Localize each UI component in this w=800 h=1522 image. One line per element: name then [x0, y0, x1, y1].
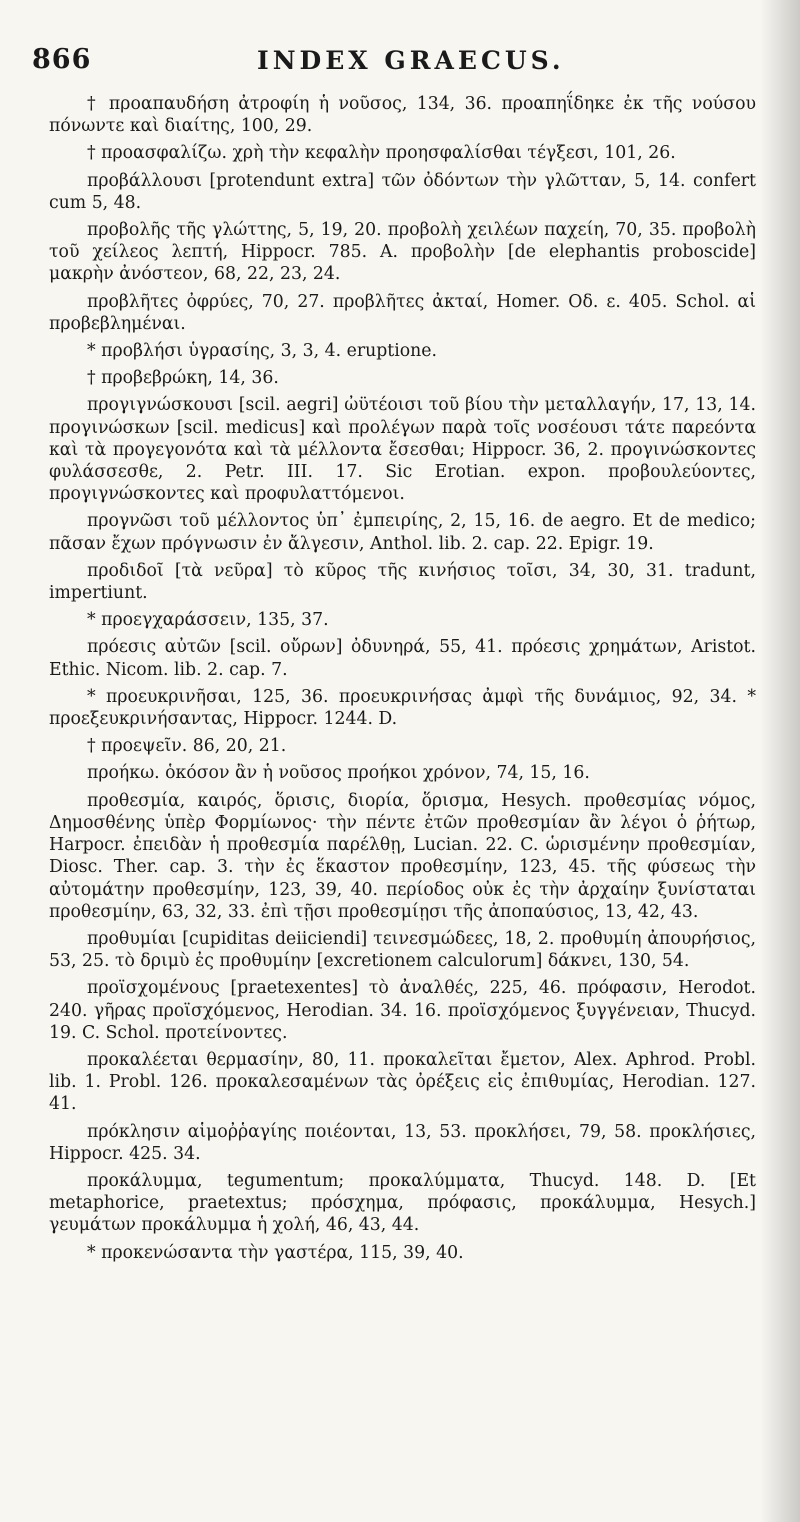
index-entry: † προαπαυδήση ἀτροφίη ἡ νοῦσος, 134, 36. προαπηΐδηκε ἐκ τῆς νούσου πόνωντε καὶ διαίτης, 100, 29.: [49, 94, 756, 137]
index-entry: * προκενώσαντα τὴν γαστέρα, 115, 39, 40.: [87, 1242, 464, 1263]
page-number: 866: [32, 44, 92, 75]
index-entry: προϊσχομένους [praetexentes] τὸ ἀναλθές, 225, 46. πρόφασιν, Herodot. 240. γῆρας προϊσχόμενος, Herodian. 34. 16. προϊσχόμενος ξυγγένειαν, Thucyd. 19. C. Schol. προτείνοντες.: [49, 978, 756, 1043]
index-entry: † προεψεῖν. 86, 20, 21.: [87, 736, 287, 757]
index-entry: προκάλυμμα, tegumentum; προκαλύμματα, Thucyd. 148. D. [Et metaphorice, praetextus; πρόσχημα, πρόφασις, προκάλυμμα, Hesych.] γευμάτων προκάλυμμα ἡ χολή, 46, 43, 44.: [49, 1170, 756, 1236]
index-entry: * προεγχαράσσειν, 135, 37.: [87, 610, 329, 631]
index-entry: † προασφαλίζω. χρὴ τὴν κεφαλὴν προησφαλίσθαι τέγξεσι, 101, 26.: [87, 143, 676, 164]
index-entry: προβάλλουσι [protendunt extra] τῶν ὀδόντων τὴν γλῶτταν, 5, 14. confert cum 5, 48.: [49, 170, 756, 213]
index-entry: προήκω. ὁκόσον ἂν ἡ νοῦσος προήκοι χρόνον, 74, 15, 16.: [87, 763, 590, 784]
index-entry: πρόεσις αὐτῶν [scil. οὔρων] ὀδυνηρά, 55, 41. πρόεσις χρημάτων, Aristot. Ethic. Nicom. lib. 2. cap. 7.: [49, 637, 756, 680]
index-entry: * προβλήσι ὑγρασίης, 3, 3, 4. eruptione.: [87, 341, 438, 362]
index-entry: προθεσμία, καιρός, ὅρισις, διορία, ὅρισμα, Hesych. προθεσμίας νόμος, Δημοσθένης ὑπὲρ Φορμίωνος· τὴν πέντε ἐτῶν προθεσμίαν ἂν λέγοι ὁ ῥήτωρ, Harpocr. ἐπειδὰν ἡ προθεσμία παρέλθῃ, Lucian. 22. C. ὡρισμένην προθεσμίαν, Diosc. Ther. cap. 3. τὴν ἐς ἕκαστον προθεσμίην, 123, 45. τῆς φύσεως τὴν αὐτομάτην προθεσμίην, 123, 39, 40. περίοδος οὐκ ἐς τὴν ἀρχαίην ξυνίσταται προθεσμίην, 63, 32, 33. ἐπὶ τῇσι προθεσμίῃσι τῆς ἀποπαύσιος, 13, 42, 43.: [49, 790, 756, 922]
index-entry: προβλῆτες ὀφρύες, 70, 27. προβλῆτες ἀκταί, Homer. Οδ. ε. 405. Schol. αἱ προβεβλημέναι.: [49, 291, 756, 334]
index-entry: † προβεβρώκη, 14, 36.: [87, 368, 279, 389]
index-entry: προγιγνώσκουσι [scil. aegri] ὠϋτέοισι τοῦ βίου τὴν μεταλλαγήν, 17, 13, 14. προγινώσκων [scil. medicus] καὶ προλέγων παρὰ τοῖς νοσέουσι τάτε παρεόντα καὶ τὰ προγεγονότα καὶ τὰ μέλλοντα ἔσεσθαι; Hippocr. 36, 2. προγινώσκοντες φυλάσσεσθε, 2. Petr. III. 17. Sic Erotian. expon. προβουλεύοντες, προγιγνώσκοντες καὶ προφυλαττόμενοι.: [49, 395, 756, 505]
running-title: INDEX GRAECUS.: [257, 46, 565, 75]
index-entry: προβολῆς τῆς γλώττης, 5, 19, 20. προβολὴ χειλέων παχείη, 70, 35. προβολὴ τοῦ χείλεος λεπτή, Hippocr. 785. A. προβολὴν [de elephantis proboscide] μακρὴν ἀνόστεον, 68, 22, 23, 24.: [49, 220, 756, 285]
index-entry: προθυμίαι [cupiditas deiiciendi] τεινεσμώδεες, 18, 2. προθυμίη ἀπουρήσιος, 53, 25. τὸ δριμὺ ἐς προθυμίην [excretionem calculorum] δάκνει, 130, 54.: [49, 928, 756, 972]
page-header: [32, 44, 760, 84]
index-entry: * προευκρινῆσαι, 125, 36. προευκρινήσας ἀμφὶ τῆς δυνάμιος, 92, 34. * προεξευκρινήσαντας, Hippocr. 1244. D.: [49, 686, 756, 730]
index-entry: προδιδοῖ [τὰ νεῦρα] τὸ κῦρος τῆς κινήσιος τοῖσι, 34, 30, 31. tradunt, impertiunt.: [49, 560, 756, 604]
index-entry: προκαλέεται θερμασίην, 80, 11. προκαλεῖται ἔμετον, Alex. Aphrod. Probl. lib. 1. Probl. 126. προκαλεσαμένων τὰς ὀρέξεις εἰς ἐπιθυμίας, Herodian. 127. 41.: [49, 1049, 756, 1115]
index-entry: πρόκλησιν αἱμοῤῥαγίης ποιέονται, 13, 53. προκλήσει, 79, 58. προκλήσιες, Hippocr. 425. 34.: [49, 1121, 756, 1164]
index-entry: προγνῶσι τοῦ μέλλοντος ὑπ᾽ ἐμπειρίης, 2, 15, 16. de aegro. Et de medico; πᾶσαν ἔχων πρόγνωσιν ἐν ἄλγεσιν, Anthol. lib. 2. cap. 22. Epigr. 19.: [49, 511, 756, 554]
index-entries: [49, 93, 756, 1269]
